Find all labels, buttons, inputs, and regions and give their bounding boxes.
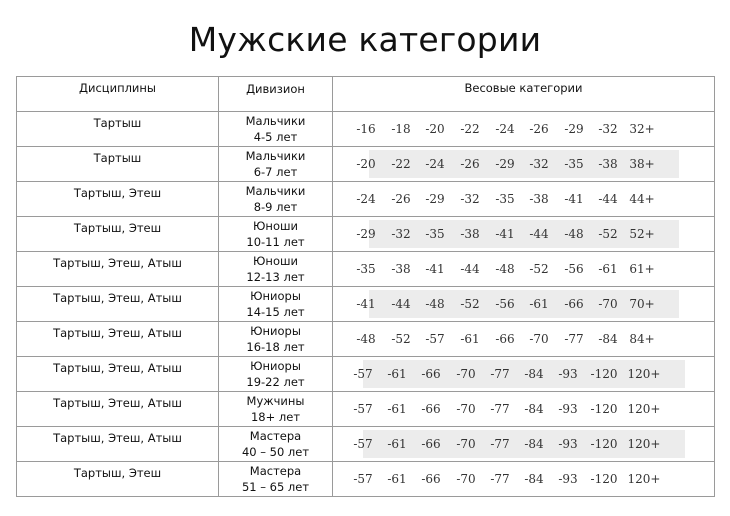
weights-cell bbox=[333, 147, 714, 181]
division-age: 18+ лет bbox=[250, 410, 301, 424]
weights-cell bbox=[333, 357, 714, 391]
weights-cell bbox=[333, 182, 714, 216]
weight-value: -84 bbox=[524, 472, 544, 486]
weights-cell bbox=[333, 112, 714, 146]
weight-value: -22 bbox=[460, 122, 480, 136]
weight-value: -57 bbox=[425, 332, 445, 346]
division-cell bbox=[219, 392, 333, 426]
table-row bbox=[17, 111, 714, 146]
discipline-cell: Тартыш, Этеш, Атыш bbox=[17, 392, 219, 426]
division-cell bbox=[219, 462, 333, 496]
weight-value: -61 bbox=[387, 367, 407, 381]
division-age: 10-11 лет bbox=[246, 235, 305, 249]
weight-value: -35 bbox=[356, 262, 376, 276]
weight-value: -61 bbox=[460, 332, 480, 346]
weight-value: -77 bbox=[490, 437, 510, 451]
division-cell bbox=[219, 182, 333, 216]
weight-value: -57 bbox=[353, 367, 373, 381]
weight-value: -32 bbox=[598, 122, 618, 136]
weight-value: -24 bbox=[425, 157, 445, 171]
weight-value: -61 bbox=[387, 437, 407, 451]
weight-value: -44 bbox=[391, 297, 411, 311]
weight-value: -18 bbox=[391, 122, 411, 136]
weight-value: -66 bbox=[421, 402, 441, 416]
weight-value: -41 bbox=[425, 262, 445, 276]
weight-value: -66 bbox=[421, 437, 441, 451]
table-row bbox=[17, 216, 714, 251]
discipline-cell: Тартыш, Этеш, Атыш bbox=[17, 427, 219, 461]
discipline-cell: Тартыш, Этеш, Атыш bbox=[17, 322, 219, 356]
weight-value: -70 bbox=[598, 297, 618, 311]
weight-value: 120+ bbox=[627, 472, 661, 486]
weight-value: -35 bbox=[495, 192, 515, 206]
header-weight-categories: Весовые категории bbox=[464, 81, 583, 95]
weight-value: 32+ bbox=[629, 122, 655, 136]
weight-value: -61 bbox=[598, 262, 618, 276]
weight-value: -77 bbox=[490, 367, 510, 381]
weight-value: -20 bbox=[425, 122, 445, 136]
weight-value: -93 bbox=[558, 437, 578, 451]
division-name: Мастера bbox=[249, 429, 302, 443]
weights-cell bbox=[333, 287, 714, 321]
discipline-cell: Тартыш bbox=[17, 147, 219, 181]
division-name: Юноши bbox=[253, 254, 298, 268]
division-cell bbox=[219, 252, 333, 286]
division-age: 14-15 лет bbox=[246, 305, 305, 319]
weight-value: -52 bbox=[598, 227, 618, 241]
weight-value: -35 bbox=[564, 157, 584, 171]
weight-value: -66 bbox=[564, 297, 584, 311]
division-cell bbox=[219, 217, 333, 251]
table-row bbox=[17, 391, 714, 426]
weight-value: -93 bbox=[558, 402, 578, 416]
weight-value: -70 bbox=[456, 472, 476, 486]
table-row bbox=[17, 426, 714, 461]
weight-value: -35 bbox=[425, 227, 445, 241]
division-cell bbox=[219, 357, 333, 391]
weight-value: 61+ bbox=[629, 262, 655, 276]
division-age: 19-22 лет bbox=[246, 375, 305, 389]
division-name: Мужчины bbox=[246, 394, 305, 408]
weight-value: -48 bbox=[564, 227, 584, 241]
division-name: Юниоры bbox=[250, 289, 301, 303]
discipline-cell: Тартыш, Этеш, Атыш bbox=[17, 252, 219, 286]
weight-value: -56 bbox=[564, 262, 584, 276]
weight-value: -77 bbox=[490, 402, 510, 416]
weight-value: -38 bbox=[391, 262, 411, 276]
weight-value: -16 bbox=[356, 122, 376, 136]
weight-value: -57 bbox=[353, 402, 373, 416]
weight-value: -48 bbox=[356, 332, 376, 346]
weight-value: -120 bbox=[590, 402, 618, 416]
weight-value: -52 bbox=[529, 262, 549, 276]
discipline-cell: Тартыш, Этеш bbox=[17, 462, 219, 496]
division-name: Юниоры bbox=[250, 324, 301, 338]
weight-value: -29 bbox=[564, 122, 584, 136]
division-cell bbox=[219, 112, 333, 146]
weight-value: -84 bbox=[524, 437, 544, 451]
weight-value: -57 bbox=[353, 437, 373, 451]
discipline-cell: Тартыш, Этеш bbox=[17, 182, 219, 216]
division-cell bbox=[219, 147, 333, 181]
weight-categories-table bbox=[16, 76, 715, 497]
weight-value: -77 bbox=[490, 472, 510, 486]
weight-value: -93 bbox=[558, 472, 578, 486]
table-row bbox=[17, 146, 714, 181]
weight-value: -77 bbox=[564, 332, 584, 346]
weight-value: -24 bbox=[495, 122, 515, 136]
weight-value: -26 bbox=[529, 122, 549, 136]
weight-value: -70 bbox=[456, 402, 476, 416]
header-division: Дивизион bbox=[219, 77, 333, 111]
weight-value: -70 bbox=[529, 332, 549, 346]
weight-value: -120 bbox=[590, 437, 618, 451]
division-name: Мальчики bbox=[245, 184, 306, 198]
discipline-cell: Тартыш, Этеш bbox=[17, 217, 219, 251]
division-age: 51 – 65 лет bbox=[241, 480, 310, 494]
division-name: Юниоры bbox=[250, 359, 301, 373]
weight-value: -44 bbox=[529, 227, 549, 241]
weight-value: -20 bbox=[356, 157, 376, 171]
weight-value: -52 bbox=[460, 297, 480, 311]
table-row bbox=[17, 251, 714, 286]
weight-value: 120+ bbox=[627, 402, 661, 416]
division-age: 40 – 50 лет bbox=[241, 445, 310, 459]
weight-value: -29 bbox=[356, 227, 376, 241]
table-row bbox=[17, 181, 714, 216]
weight-value: -24 bbox=[356, 192, 376, 206]
weight-value: -70 bbox=[456, 367, 476, 381]
weight-value: -38 bbox=[529, 192, 549, 206]
table-row bbox=[17, 461, 714, 496]
weight-value: -26 bbox=[391, 192, 411, 206]
table-row bbox=[17, 286, 714, 321]
header-disciplines: Дисциплины bbox=[17, 77, 219, 111]
weight-value: 120+ bbox=[627, 367, 661, 381]
division-name: Мастера bbox=[249, 464, 302, 478]
weight-value: -41 bbox=[495, 227, 515, 241]
weight-value: 38+ bbox=[629, 157, 655, 171]
division-cell bbox=[219, 322, 333, 356]
page-title: Мужские категории bbox=[188, 20, 542, 59]
weight-value: -41 bbox=[564, 192, 584, 206]
weight-value: -48 bbox=[495, 262, 515, 276]
division-name: Мальчики bbox=[245, 114, 306, 128]
division-age: 12-13 лет bbox=[246, 270, 305, 284]
weight-value: -32 bbox=[529, 157, 549, 171]
weight-value: -22 bbox=[391, 157, 411, 171]
discipline-cell: Тартыш, Этеш, Атыш bbox=[17, 357, 219, 391]
table-header-row bbox=[17, 77, 714, 111]
weight-value: 84+ bbox=[629, 332, 655, 346]
weight-value: -61 bbox=[529, 297, 549, 311]
weight-value: -66 bbox=[495, 332, 515, 346]
weight-value: -44 bbox=[598, 192, 618, 206]
weight-value: -61 bbox=[387, 402, 407, 416]
weight-value: 52+ bbox=[629, 227, 655, 241]
weight-value: -52 bbox=[391, 332, 411, 346]
weight-value: -29 bbox=[495, 157, 515, 171]
weight-value: -56 bbox=[495, 297, 515, 311]
weights-cell bbox=[333, 427, 714, 461]
division-age: 6-7 лет bbox=[253, 165, 298, 179]
division-age: 8-9 лет bbox=[253, 200, 298, 214]
weight-value: -70 bbox=[456, 437, 476, 451]
division-age: 16-18 лет bbox=[246, 340, 305, 354]
division-name: Мальчики bbox=[245, 149, 306, 163]
weight-value: -120 bbox=[590, 472, 618, 486]
weight-value: -41 bbox=[356, 297, 376, 311]
weight-value: -38 bbox=[598, 157, 618, 171]
weight-value: -32 bbox=[460, 192, 480, 206]
table-row bbox=[17, 356, 714, 391]
weight-value: -61 bbox=[387, 472, 407, 486]
weight-value: -120 bbox=[590, 367, 618, 381]
weight-value: -93 bbox=[558, 367, 578, 381]
weight-value: -26 bbox=[460, 157, 480, 171]
weight-value: -84 bbox=[598, 332, 618, 346]
weights-cell bbox=[333, 462, 714, 496]
weight-value: -57 bbox=[353, 472, 373, 486]
division-cell bbox=[219, 287, 333, 321]
weight-value: -84 bbox=[524, 402, 544, 416]
weight-value: -66 bbox=[421, 367, 441, 381]
weights-cell bbox=[333, 322, 714, 356]
weight-value: -29 bbox=[425, 192, 445, 206]
weights-cell bbox=[333, 392, 714, 426]
weight-value: 44+ bbox=[629, 192, 655, 206]
weights-cell bbox=[333, 252, 714, 286]
weights-cell bbox=[333, 217, 714, 251]
weight-value: -48 bbox=[425, 297, 445, 311]
discipline-cell: Тартыш, Этеш, Атыш bbox=[17, 287, 219, 321]
table-row bbox=[17, 321, 714, 356]
weight-value: -44 bbox=[460, 262, 480, 276]
weight-value: -32 bbox=[391, 227, 411, 241]
weight-value: 120+ bbox=[627, 437, 661, 451]
division-cell bbox=[219, 427, 333, 461]
weight-value: 70+ bbox=[629, 297, 655, 311]
weight-value: -84 bbox=[524, 367, 544, 381]
weight-value: -38 bbox=[460, 227, 480, 241]
discipline-cell: Тартыш bbox=[17, 112, 219, 146]
division-name: Юноши bbox=[253, 219, 298, 233]
weight-value: -66 bbox=[421, 472, 441, 486]
division-age: 4-5 лет bbox=[253, 130, 298, 144]
